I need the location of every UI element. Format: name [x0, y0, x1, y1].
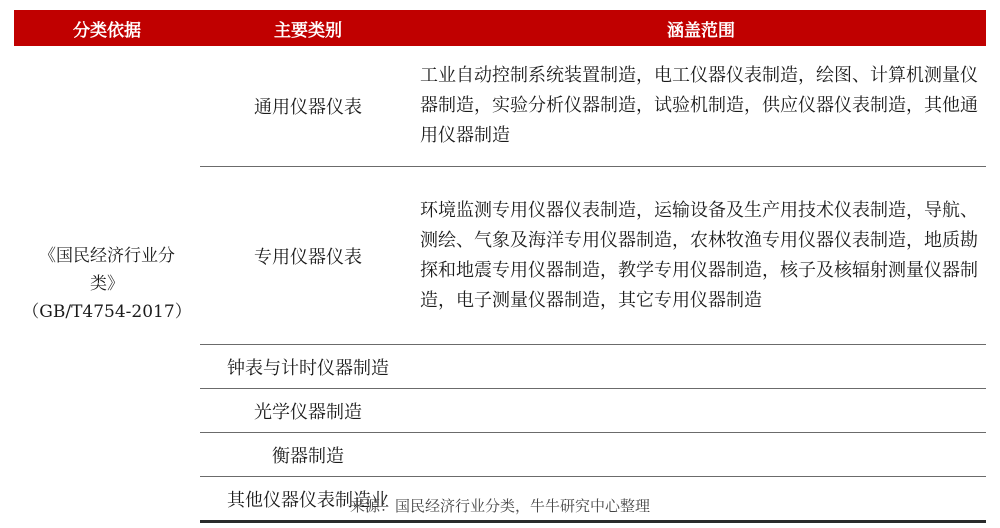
header-basis: 分类依据: [14, 10, 200, 46]
category-cell: 通用仪器仪表: [254, 97, 362, 118]
scope-cell: [416, 389, 986, 433]
category-cell: 衡器制造: [200, 433, 416, 477]
header-category: 主要类别: [200, 10, 416, 46]
classification-table: [14, 10, 986, 523]
header-scope: 涵盖范围: [416, 10, 986, 46]
category-cell: 光学仪器制造: [200, 389, 416, 433]
category-cell: 专用仪器仪表: [200, 167, 416, 345]
scope-cell: [416, 433, 986, 477]
basis-line-2: 类》: [90, 273, 124, 294]
category-cell: 其他仪器仪表制造业: [200, 477, 416, 522]
scope-cell: 工业自动控制系统装置制造，电工仪器仪表制造，绘图、计算机测量仪器制造，实验分析仪器制造，试验机制造，供应仪器仪表制造，其他通用仪器制造: [420, 65, 978, 146]
basis-cell: [14, 46, 200, 522]
table-row: [14, 46, 986, 167]
scope-cell: [416, 345, 986, 389]
scope-cell: 环境监测专用仪器仪表制造，运输设备及生产用技术仪表制造，导航、测绘、气象及海洋专用仪器制造，农林牧渔专用仪器仪表制造，地质勘探和地震专用仪器制造，教学专用仪器制造，核子及核辐射测量仪器制造，电子测量仪器制造，其它专用仪器制造: [416, 167, 986, 345]
basis-line-3: （GB/T4754-2017）: [22, 301, 192, 322]
basis-line-1: 《国民经济行业分: [39, 245, 175, 266]
table-header-row: [14, 10, 986, 46]
category-cell: 钟表与计时仪器制造: [200, 345, 416, 389]
source-note: 来源：国民经济行业分类，牛牛研究中心整理: [349, 497, 650, 515]
